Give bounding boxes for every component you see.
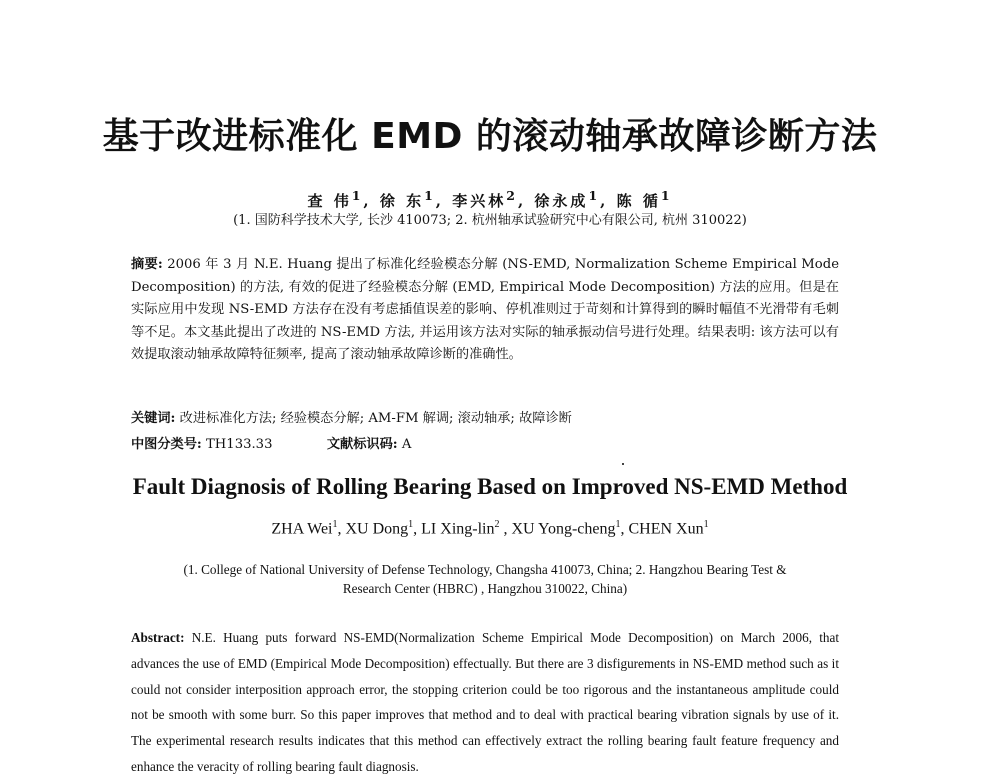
paper-title-en: Fault Diagnosis of Rolling Bearing Based on Improved NS-EMD Method [132,474,848,499]
doc-code-value: A [401,437,412,452]
abstract-cn-text: 2006 年 3 月 N.E. Huang 提出了标准化经验模态分解 (NS-EMD, Normalization Scheme Empirical Mode Decomposition) 的方法, 有效的促进了经验模态分解 (EMD, Empirical Mode Decomposition) 方法的应用。但是在实际应用中发现 NS-EMD 方法存在没有考虑插值误差的影响、停机准则过于苛刻和计算得到的瞬时幅值不光滑带有毛刺等不足。本文基此提出了改进的 NS-EMD 方法, 并运用该方法对实际的轴承振动信号进行处理。结果表明: 该方法可以有效提取滚动轴承故障特征频率, 提高了滚动轴承故障诊断的准确性。 [131,257,839,363]
keywords-cn-label: 关键词: [131,411,176,426]
abstract-en-text: N.E. Huang puts forward NS-EMD(Normalization Scheme Empirical Mode Decomposition) on March 2006, that advances the use of EMD (Empirical Mode Decomposition) effectually. But there are 3 disfigurements in NS-EMD method such as it could not consider interposition approach error, the stopping criterion could be too rigorous and the instantaneous amplitude could not be smooth with some burr. So this paper improves that method and to deal with practical bearing vibration signals by use of it. The experimental research results indicates that this method can effectively extract the rolling bearing fault feature frequency and enhance the veracity of rolling bearing fault diagnosis. [131,630,839,774]
abstract-cn-label: 摘要: [131,257,163,272]
author-mark: 2 [506,188,518,203]
author-en: ZHA Wei [271,520,333,538]
keywords-cn [131,409,839,429]
author-cn: 徐永成 [534,192,589,210]
author-mark: 1 [703,519,709,530]
affiliation-en-line: Research Center (HBRC) , Hangzhou 310022, China) [342,581,628,596]
affiliation-en [130,560,840,598]
abstract-cn [131,254,839,367]
author-cn: 查 伟 [307,192,352,210]
author-cn: 李兴林 [452,192,507,210]
author-mark: 1 [660,188,673,203]
abstract-en [131,625,839,780]
author-mark: 2 [494,519,500,530]
author-en: CHEN Xun [628,520,704,538]
author-en: XU Dong [345,520,409,538]
author-mark: 1 [332,519,338,530]
paper-title-cn: 基于改进标准化 EMD 的滚动轴承故障诊断方法 [102,116,878,157]
classification-line [131,435,839,455]
doc-code-label: 文献标识码: [326,437,398,452]
affiliation-en-line: (1. College of National University of Defense Technology, Changsha 410073, China; 2. Hangzhou Bearing Test & [183,562,787,577]
author-list-en: ZHA Wei$^1$, XU Dong$^1$, LI Xing-lin$^2$ , XU Yong-cheng$^1$, CHEN Xun$^1$ [271,519,709,538]
author-mark: 1 [351,188,364,203]
abstract-en-label: Abstract: [131,630,185,645]
author-mark: 1 [615,519,621,530]
author-cn: 徐 东 [379,192,425,210]
author-en: XU Yong-cheng [511,520,616,538]
clc-label: 中图分类号: [131,437,202,452]
author-mark: 1 [588,188,601,203]
author-cn: 陈 循 [616,192,661,210]
clc-value: TH133.33 [206,437,273,452]
author-list-cn: 查 伟$^1$, 徐 东$^1$, 李兴林$^2$, 徐永成$^1$, 陈 循$^1$ [307,188,673,210]
affiliation-cn: (1. 国防科学技术大学, 长沙 410073; 2. 杭州轴承试验研究中心有限公司, 杭州 310022) [233,213,747,228]
scan-speck [622,463,624,465]
keywords-cn-text: 改进标准化方法; 经验模态分解; AM-FM 解调; 滚动轴承; 故障诊断 [179,411,572,426]
author-mark: 1 [408,519,414,530]
author-mark: 1 [424,188,436,203]
author-en: LI Xing-lin [421,520,495,538]
